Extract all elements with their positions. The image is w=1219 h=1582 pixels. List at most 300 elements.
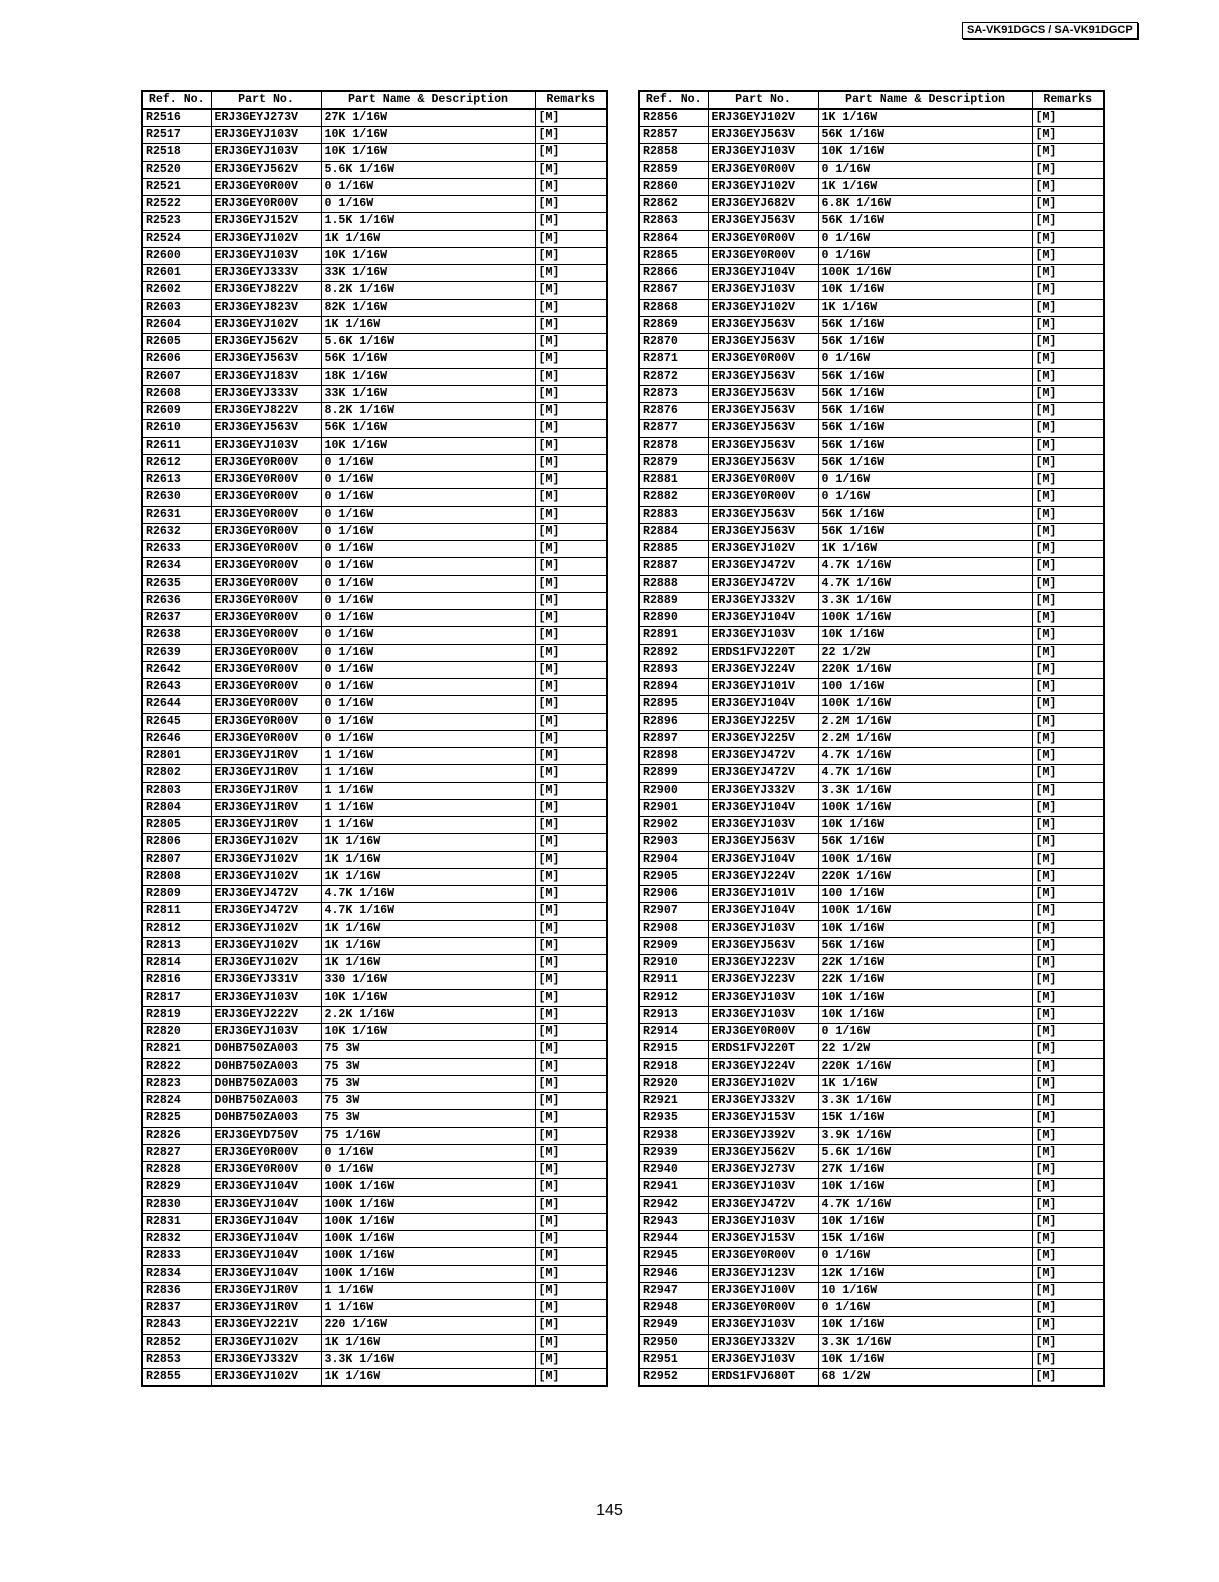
part-no-cell: ERJ3GEYJ563V <box>708 403 818 420</box>
part-no-cell: ERJ3GEYJ104V <box>211 1265 321 1282</box>
part-no-cell: ERJ3GEY0R00V <box>708 1300 818 1317</box>
ref-no-cell: R2613 <box>142 472 211 489</box>
description-cell: 0 1/16W <box>818 161 1032 178</box>
remarks-cell: [M] <box>1032 782 1104 799</box>
table-row <box>142 1231 607 1248</box>
description-cell: 220K 1/16W <box>818 1058 1032 1075</box>
ref-no-cell: R2898 <box>639 748 708 765</box>
table-row <box>639 1213 1104 1230</box>
ref-no-cell: R2948 <box>639 1300 708 1317</box>
table-row <box>639 127 1104 144</box>
part-no-cell: ERJ3GEYJ102V <box>211 1369 321 1387</box>
remarks-cell: [M] <box>535 316 607 333</box>
ref-no-cell: R2634 <box>142 558 211 575</box>
part-no-cell: ERJ3GEYJ152V <box>211 213 321 230</box>
description-cell: 27K 1/16W <box>321 109 535 127</box>
description-cell: 3.3K 1/16W <box>818 1093 1032 1110</box>
description-cell: 56K 1/16W <box>818 437 1032 454</box>
part-no-cell: ERJ3GEY0R00V <box>211 696 321 713</box>
part-no-cell: ERJ3GEYJ104V <box>708 851 818 868</box>
remarks-cell: [M] <box>1032 454 1104 471</box>
remarks-cell: [M] <box>535 1369 607 1387</box>
ref-no-cell: R2822 <box>142 1058 211 1075</box>
part-no-cell: ERJ3GEY0R00V <box>211 558 321 575</box>
remarks-cell: [M] <box>1032 1093 1104 1110</box>
remarks-cell: [M] <box>535 627 607 644</box>
remarks-cell: [M] <box>535 782 607 799</box>
ref-no-cell: R2876 <box>639 403 708 420</box>
table-row <box>639 661 1104 678</box>
part-no-cell: ERJ3GEYJ1R0V <box>211 1300 321 1317</box>
ref-no-cell: R2645 <box>142 713 211 730</box>
table-row <box>639 903 1104 920</box>
remarks-cell: [M] <box>535 368 607 385</box>
remarks-cell: [M] <box>535 1075 607 1092</box>
part-no-cell: D0HB750ZA003 <box>211 1075 321 1092</box>
table-row <box>639 1317 1104 1334</box>
ref-no-cell: R2891 <box>639 627 708 644</box>
description-cell: 0 1/16W <box>321 1162 535 1179</box>
ref-no-cell: R2893 <box>639 661 708 678</box>
ref-no-cell: R2881 <box>639 472 708 489</box>
part-no-cell: ERJ3GEYJ562V <box>211 161 321 178</box>
remarks-cell: [M] <box>1032 989 1104 1006</box>
part-no-cell: ERJ3GEYJ103V <box>708 627 818 644</box>
ref-no-cell: R2853 <box>142 1351 211 1368</box>
table-row <box>639 955 1104 972</box>
part-no-cell: ERJ3GEYJ153V <box>708 1110 818 1127</box>
description-cell: 15K 1/16W <box>818 1231 1032 1248</box>
column-header-part-no: Part No. <box>708 91 818 109</box>
description-cell: 75 3W <box>321 1093 535 1110</box>
ref-no-cell: R2869 <box>639 316 708 333</box>
remarks-cell: [M] <box>535 955 607 972</box>
description-cell: 0 1/16W <box>321 541 535 558</box>
part-no-cell: ERJ3GEYJ563V <box>708 368 818 385</box>
ref-no-cell: R2516 <box>142 109 211 127</box>
remarks-cell: [M] <box>1032 644 1104 661</box>
part-no-cell: ERJ3GEYJ331V <box>211 972 321 989</box>
remarks-cell: [M] <box>1032 713 1104 730</box>
remarks-cell: [M] <box>1032 489 1104 506</box>
description-cell: 75 1/16W <box>321 1127 535 1144</box>
table-row <box>142 955 607 972</box>
ref-no-cell: R2878 <box>639 437 708 454</box>
part-no-cell: ERJ3GEY0R00V <box>211 644 321 661</box>
remarks-cell: [M] <box>1032 1369 1104 1387</box>
ref-no-cell: R2606 <box>142 351 211 368</box>
remarks-cell: [M] <box>535 1179 607 1196</box>
remarks-cell: [M] <box>1032 903 1104 920</box>
part-no-cell: ERJ3GEYJ1R0V <box>211 817 321 834</box>
part-no-cell: ERJ3GEYJ103V <box>211 247 321 264</box>
remarks-cell: [M] <box>535 834 607 851</box>
ref-no-cell: R2610 <box>142 420 211 437</box>
description-cell: 5.6K 1/16W <box>818 1144 1032 1161</box>
ref-no-cell: R2833 <box>142 1248 211 1265</box>
part-no-cell: ERJ3GEYJ100V <box>708 1282 818 1299</box>
remarks-cell: [M] <box>535 385 607 402</box>
table-row <box>639 558 1104 575</box>
part-no-cell: ERJ3GEYJ102V <box>211 868 321 885</box>
table-row <box>639 437 1104 454</box>
ref-no-cell: R2813 <box>142 937 211 954</box>
ref-no-cell: R2940 <box>639 1162 708 1179</box>
table-row <box>142 1334 607 1351</box>
description-cell: 4.7K 1/16W <box>321 903 535 920</box>
description-cell: 56K 1/16W <box>818 403 1032 420</box>
table-row <box>142 541 607 558</box>
ref-no-cell: R2836 <box>142 1282 211 1299</box>
part-no-cell: ERJ3GEYJ392V <box>708 1127 818 1144</box>
part-no-cell: ERJ3GEYJ225V <box>708 713 818 730</box>
remarks-cell: [M] <box>1032 610 1104 627</box>
part-no-cell: ERJ3GEYJ822V <box>211 403 321 420</box>
description-cell: 2.2M 1/16W <box>818 730 1032 747</box>
part-no-cell: ERJ3GEYJ102V <box>211 851 321 868</box>
part-no-cell: ERJ3GEYJ224V <box>708 868 818 885</box>
table-row <box>142 868 607 885</box>
description-cell: 56K 1/16W <box>818 385 1032 402</box>
ref-no-cell: R2909 <box>639 937 708 954</box>
part-no-cell: ERJ3GEYD750V <box>211 1127 321 1144</box>
table-row <box>639 1144 1104 1161</box>
table-row <box>142 1162 607 1179</box>
description-cell: 5.6K 1/16W <box>321 161 535 178</box>
ref-no-cell: R2843 <box>142 1317 211 1334</box>
remarks-cell: [M] <box>535 334 607 351</box>
parts-table-left <box>141 90 608 1387</box>
ref-no-cell: R2912 <box>639 989 708 1006</box>
table-row <box>142 851 607 868</box>
ref-no-cell: R2947 <box>639 1282 708 1299</box>
table-row <box>639 334 1104 351</box>
ref-no-cell: R2894 <box>639 679 708 696</box>
remarks-cell: [M] <box>535 1196 607 1213</box>
table-row <box>639 713 1104 730</box>
remarks-cell: [M] <box>1032 1041 1104 1058</box>
table-row <box>142 420 607 437</box>
table-row <box>142 403 607 420</box>
description-cell: 1K 1/16W <box>321 851 535 868</box>
description-cell: 10K 1/16W <box>818 144 1032 161</box>
description-cell: 56K 1/16W <box>818 316 1032 333</box>
description-cell: 75 3W <box>321 1075 535 1092</box>
description-cell: 3.3K 1/16W <box>818 782 1032 799</box>
table-row <box>142 316 607 333</box>
description-cell: 100K 1/16W <box>321 1231 535 1248</box>
description-cell: 22K 1/16W <box>818 972 1032 989</box>
remarks-cell: [M] <box>1032 247 1104 264</box>
description-cell: 0 1/16W <box>321 592 535 609</box>
ref-no-cell: R2829 <box>142 1179 211 1196</box>
table-row <box>142 196 607 213</box>
ref-no-cell: R2646 <box>142 730 211 747</box>
table-row <box>639 1058 1104 1075</box>
description-cell: 1 1/16W <box>321 765 535 782</box>
description-cell: 1K 1/16W <box>321 316 535 333</box>
remarks-cell: [M] <box>535 1265 607 1282</box>
part-no-cell: ERJ3GEYJ1R0V <box>211 782 321 799</box>
part-no-cell: ERJ3GEY0R00V <box>708 489 818 506</box>
ref-no-cell: R2911 <box>639 972 708 989</box>
ref-no-cell: R2801 <box>142 748 211 765</box>
description-cell: 100 1/16W <box>818 679 1032 696</box>
description-cell: 0 1/16W <box>321 730 535 747</box>
remarks-cell: [M] <box>1032 1334 1104 1351</box>
part-no-cell: ERJ3GEYJ563V <box>708 937 818 954</box>
part-no-cell: ERJ3GEYJ103V <box>708 920 818 937</box>
ref-no-cell: R2827 <box>142 1144 211 1161</box>
table-row <box>142 385 607 402</box>
table-row <box>142 1041 607 1058</box>
part-no-cell: ERJ3GEYJ224V <box>708 1058 818 1075</box>
remarks-cell: [M] <box>535 1300 607 1317</box>
part-no-cell: ERJ3GEYJ102V <box>211 920 321 937</box>
part-no-cell: ERJ3GEYJ563V <box>708 523 818 540</box>
ref-no-cell: R2521 <box>142 178 211 195</box>
description-cell: 1K 1/16W <box>321 834 535 851</box>
table-row <box>142 247 607 264</box>
table-row <box>142 454 607 471</box>
table-row <box>142 937 607 954</box>
ref-no-cell: R2884 <box>639 523 708 540</box>
ref-no-cell: R2630 <box>142 489 211 506</box>
remarks-cell: [M] <box>535 351 607 368</box>
ref-no-cell: R2860 <box>639 178 708 195</box>
table-row <box>639 1265 1104 1282</box>
part-no-cell: ERJ3GEYJ563V <box>708 506 818 523</box>
description-cell: 56K 1/16W <box>818 834 1032 851</box>
part-no-cell: ERJ3GEY0R00V <box>211 627 321 644</box>
column-header-description: Part Name & Description <box>321 91 535 109</box>
description-cell: 100K 1/16W <box>321 1248 535 1265</box>
description-cell: 8.2K 1/16W <box>321 282 535 299</box>
part-no-cell: ERJ3GEY0R00V <box>211 661 321 678</box>
model-number-label: SA-VK91DGCS / SA-VK91DGCP <box>962 22 1138 39</box>
ref-no-cell: R2636 <box>142 592 211 609</box>
ref-no-cell: R2913 <box>639 1006 708 1023</box>
description-cell: 75 3W <box>321 1041 535 1058</box>
part-no-cell: ERJ3GEY0R00V <box>708 351 818 368</box>
table-row <box>639 1231 1104 1248</box>
ref-no-cell: R2907 <box>639 903 708 920</box>
part-no-cell: ERJ3GEYJ472V <box>708 1196 818 1213</box>
part-no-cell: ERJ3GEYJ822V <box>211 282 321 299</box>
ref-no-cell: R2817 <box>142 989 211 1006</box>
part-no-cell: ERJ3GEYJ102V <box>211 1334 321 1351</box>
remarks-cell: [M] <box>535 730 607 747</box>
ref-no-cell: R2879 <box>639 454 708 471</box>
remarks-cell: [M] <box>535 247 607 264</box>
description-cell: 0 1/16W <box>321 196 535 213</box>
description-cell: 1K 1/16W <box>321 937 535 954</box>
ref-no-cell: R2890 <box>639 610 708 627</box>
description-cell: 100K 1/16W <box>818 903 1032 920</box>
description-cell: 1 1/16W <box>321 817 535 834</box>
remarks-cell: [M] <box>1032 265 1104 282</box>
part-no-cell: ERJ3GEYJ225V <box>708 730 818 747</box>
table-row <box>639 730 1104 747</box>
table-row <box>639 265 1104 282</box>
description-cell: 27K 1/16W <box>818 1162 1032 1179</box>
remarks-cell: [M] <box>535 592 607 609</box>
ref-no-cell: R2809 <box>142 886 211 903</box>
ref-no-cell: R2826 <box>142 1127 211 1144</box>
part-no-cell: ERJ3GEYJ104V <box>708 696 818 713</box>
ref-no-cell: R2873 <box>639 385 708 402</box>
table-header-row <box>142 91 607 109</box>
remarks-cell: [M] <box>535 661 607 678</box>
description-cell: 10K 1/16W <box>818 817 1032 834</box>
part-no-cell: ERJ3GEYJ273V <box>211 109 321 127</box>
page-number: 145 <box>596 1502 623 1519</box>
table-row <box>142 834 607 851</box>
table-row <box>142 920 607 937</box>
table-row <box>639 1282 1104 1299</box>
part-no-cell: ERJ3GEYJ102V <box>708 299 818 316</box>
description-cell: 0 1/16W <box>818 1024 1032 1041</box>
remarks-cell: [M] <box>1032 1196 1104 1213</box>
remarks-cell: [M] <box>1032 765 1104 782</box>
description-cell: 0 1/16W <box>321 627 535 644</box>
remarks-cell: [M] <box>535 799 607 816</box>
part-no-cell: ERDS1FVJ680T <box>708 1369 818 1387</box>
description-cell: 0 1/16W <box>321 472 535 489</box>
table-row <box>639 213 1104 230</box>
ref-no-cell: R2811 <box>142 903 211 920</box>
description-cell: 10K 1/16W <box>818 1006 1032 1023</box>
table-row <box>639 1075 1104 1092</box>
remarks-cell: [M] <box>535 696 607 713</box>
ref-no-cell: R2524 <box>142 230 211 247</box>
remarks-cell: [M] <box>1032 161 1104 178</box>
part-no-cell: ERJ3GEYJ103V <box>211 989 321 1006</box>
ref-no-cell: R2903 <box>639 834 708 851</box>
part-no-cell: ERJ3GEYJ102V <box>211 230 321 247</box>
ref-no-cell: R2915 <box>639 1041 708 1058</box>
description-cell: 10K 1/16W <box>818 627 1032 644</box>
remarks-cell: [M] <box>1032 558 1104 575</box>
ref-no-cell: R2950 <box>639 1334 708 1351</box>
table-row <box>639 299 1104 316</box>
remarks-cell: [M] <box>535 1110 607 1127</box>
part-no-cell: ERJ3GEYJ332V <box>708 1334 818 1351</box>
remarks-cell: [M] <box>1032 1317 1104 1334</box>
ref-no-cell: R2885 <box>639 541 708 558</box>
description-cell: 0 1/16W <box>818 472 1032 489</box>
remarks-cell: [M] <box>535 920 607 937</box>
table-row <box>142 903 607 920</box>
remarks-cell: [M] <box>1032 1162 1104 1179</box>
part-no-cell: ERJ3GEYJ563V <box>708 334 818 351</box>
description-cell: 10 1/16W <box>818 1282 1032 1299</box>
table-row <box>639 851 1104 868</box>
table-row <box>639 1093 1104 1110</box>
part-no-cell: ERJ3GEYJ103V <box>708 144 818 161</box>
part-no-cell: ERJ3GEYJ103V <box>211 437 321 454</box>
part-no-cell: ERJ3GEYJ104V <box>708 903 818 920</box>
part-no-cell: ERJ3GEYJ563V <box>708 213 818 230</box>
table-row <box>142 696 607 713</box>
table-row <box>142 730 607 747</box>
description-cell: 1K 1/16W <box>818 1075 1032 1092</box>
part-no-cell: ERJ3GEY0R00V <box>211 454 321 471</box>
ref-no-cell: R2882 <box>639 489 708 506</box>
remarks-cell: [M] <box>535 610 607 627</box>
remarks-cell: [M] <box>535 903 607 920</box>
table-row <box>639 109 1104 127</box>
ref-no-cell: R2892 <box>639 644 708 661</box>
ref-no-cell: R2902 <box>639 817 708 834</box>
part-no-cell: ERJ3GEYJ273V <box>708 1162 818 1179</box>
part-no-cell: ERJ3GEY0R00V <box>708 247 818 264</box>
ref-no-cell: R2935 <box>639 1110 708 1127</box>
ref-no-cell: R2821 <box>142 1041 211 1058</box>
part-no-cell: ERJ3GEYJ183V <box>211 368 321 385</box>
remarks-cell: [M] <box>1032 1248 1104 1265</box>
remarks-cell: [M] <box>1032 282 1104 299</box>
remarks-cell: [M] <box>535 144 607 161</box>
description-cell: 330 1/16W <box>321 972 535 989</box>
remarks-cell: [M] <box>1032 1144 1104 1161</box>
part-no-cell: ERDS1FVJ220T <box>708 1041 818 1058</box>
part-no-cell: ERJ3GEYJ104V <box>708 610 818 627</box>
remarks-cell: [M] <box>535 989 607 1006</box>
table-row <box>142 1369 607 1387</box>
description-cell: 4.7K 1/16W <box>818 558 1032 575</box>
part-no-cell: ERJ3GEYJ103V <box>211 144 321 161</box>
ref-no-cell: R2806 <box>142 834 211 851</box>
remarks-cell: [M] <box>1032 334 1104 351</box>
part-no-cell: ERJ3GEYJ104V <box>708 799 818 816</box>
table-row <box>142 886 607 903</box>
ref-no-cell: R2904 <box>639 851 708 868</box>
description-cell: 0 1/16W <box>321 679 535 696</box>
remarks-cell: [M] <box>1032 1127 1104 1144</box>
description-cell: 1K 1/16W <box>818 299 1032 316</box>
ref-no-cell: R2896 <box>639 713 708 730</box>
table-row <box>142 489 607 506</box>
part-no-cell: ERJ3GEYJ103V <box>708 1213 818 1230</box>
part-no-cell: ERJ3GEYJ224V <box>708 661 818 678</box>
description-cell: 100K 1/16W <box>321 1265 535 1282</box>
description-cell: 1K 1/16W <box>321 955 535 972</box>
remarks-cell: [M] <box>1032 472 1104 489</box>
description-cell: 0 1/16W <box>321 644 535 661</box>
ref-no-cell: R2804 <box>142 799 211 816</box>
table-row <box>142 1248 607 1265</box>
description-cell: 56K 1/16W <box>818 506 1032 523</box>
table-row <box>142 472 607 489</box>
remarks-cell: [M] <box>535 1351 607 1368</box>
description-cell: 10K 1/16W <box>818 1317 1032 1334</box>
remarks-cell: [M] <box>1032 679 1104 696</box>
ref-no-cell: R2865 <box>639 247 708 264</box>
part-no-cell: ERJ3GEY0R00V <box>211 523 321 540</box>
ref-no-cell: R2604 <box>142 316 211 333</box>
table-row <box>142 644 607 661</box>
ref-no-cell: R2805 <box>142 817 211 834</box>
ref-no-cell: R2831 <box>142 1213 211 1230</box>
remarks-cell: [M] <box>1032 799 1104 816</box>
part-no-cell: D0HB750ZA003 <box>211 1058 321 1075</box>
table-row <box>639 868 1104 885</box>
description-cell: 1K 1/16W <box>321 868 535 885</box>
part-no-cell: ERJ3GEYJ103V <box>708 817 818 834</box>
part-no-cell: ERJ3GEYJ223V <box>708 972 818 989</box>
ref-no-cell: R2855 <box>142 1369 211 1387</box>
